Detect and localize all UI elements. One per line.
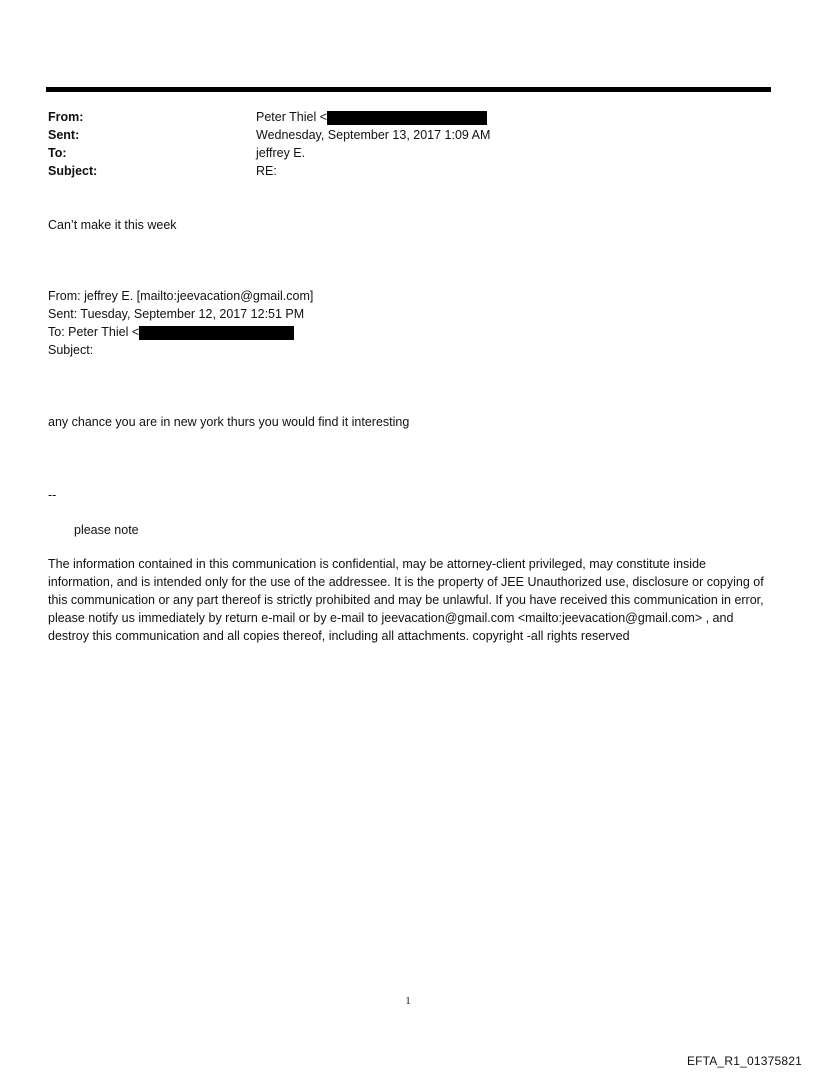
quoted-sent-line: Sent: Tuesday, September 12, 2017 12:51 PM bbox=[48, 307, 305, 321]
header-divider bbox=[46, 87, 771, 92]
to-label: To: bbox=[48, 146, 67, 160]
subject-label: Subject: bbox=[48, 164, 98, 178]
signature-separator: -- bbox=[48, 488, 57, 502]
page-number: 1 bbox=[405, 995, 411, 1007]
confidentiality-disclaimer: The information contained in this communication is confidential, may be attorney-client privileged, may constitute inside information, and is intended only for the use of the addressee. It is the property of JEE Unauthorized use, disclosure or copying of this communication or any part thereof is strictly prohibited and may be unlawful. If you have received this communication in error, please notify us immediately by return e-mail or by e-mail to jeevacation@gmail.com <mailto:jeevacation@gmail.com> , and destroy this communication and all copies thereof, including all attachments. copyright -all rights reserved bbox=[48, 557, 764, 643]
from-label: From: bbox=[48, 110, 84, 124]
from-value bbox=[256, 108, 487, 126]
subject-value: RE: bbox=[256, 164, 277, 178]
quoted-to-text: To: Peter Thiel < bbox=[48, 325, 140, 339]
from-sender: Peter Thiel < bbox=[256, 110, 327, 124]
document-id: EFTA_R1_01375821 bbox=[686, 1054, 802, 1068]
redaction-box bbox=[327, 111, 487, 125]
quoted-from-line: From: jeffrey E. [mailto:jeevacation@gmail.com] bbox=[48, 289, 314, 303]
redaction-box bbox=[139, 326, 294, 340]
sent-value: Wednesday, September 13, 2017 1:09 AM bbox=[256, 128, 491, 142]
please-note: please note bbox=[74, 523, 139, 537]
quoted-to-line bbox=[48, 323, 294, 341]
to-value: jeffrey E. bbox=[256, 146, 306, 160]
quoted-body: any chance you are in new york thurs you would find it interesting bbox=[48, 415, 410, 429]
quoted-subject-line: Subject: bbox=[48, 343, 94, 357]
reply-body: Can’t make it this week bbox=[48, 218, 177, 232]
sent-label: Sent: bbox=[48, 128, 80, 142]
